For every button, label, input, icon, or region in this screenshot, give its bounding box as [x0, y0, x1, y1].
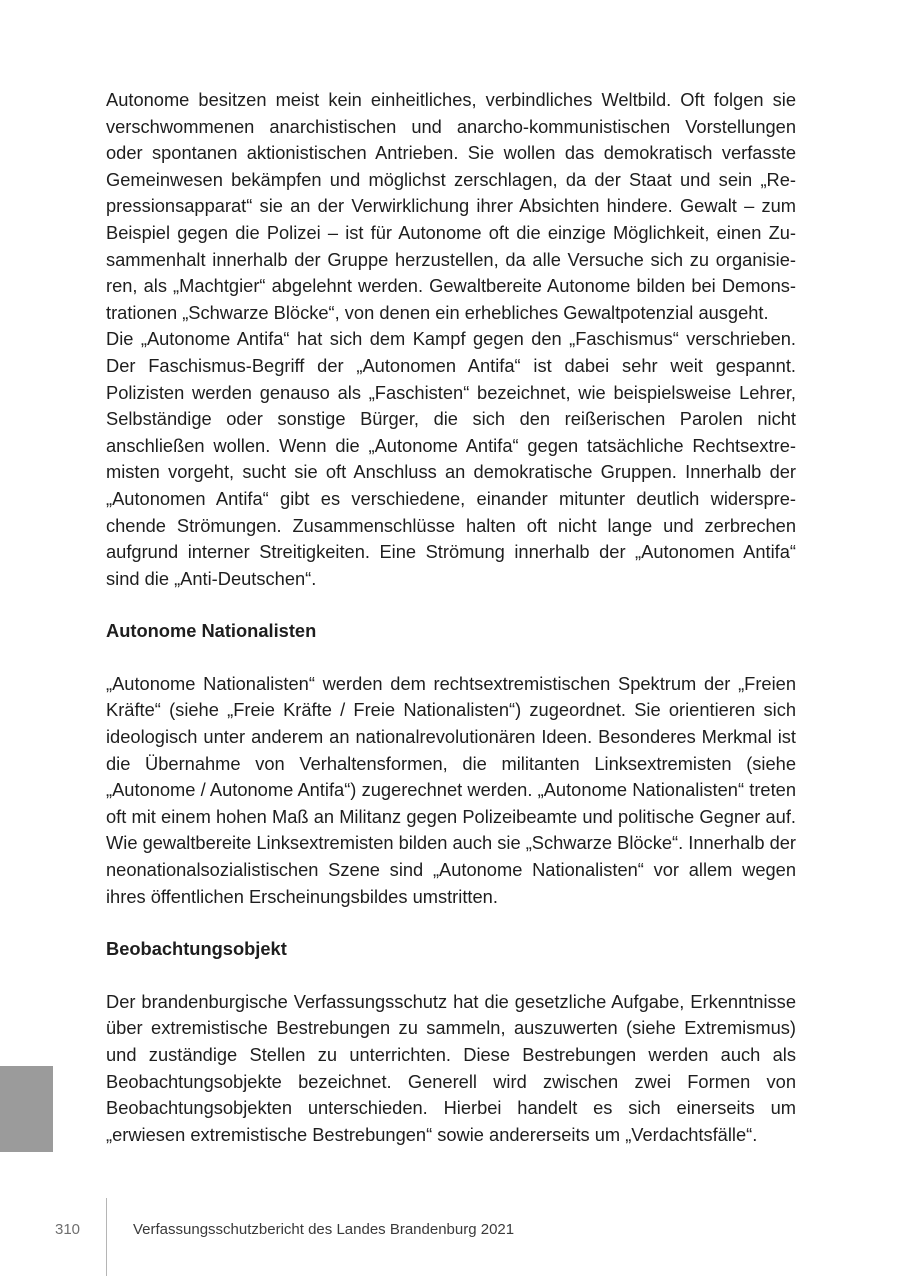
- paragraph-autonome-antifa: Die „Autonome Antifa“ hat sich dem Kampf gegen den „Faschismus“ verschrieben. Der Faschismus-Begriff der „Autonomen Antifa“ ist dabei sehr weit gespannt. Polizisten werden genauso als „Faschisten“ bezeichnet, wie beispielsweise Lehrer, Selbständige oder sonstige Bürger, die sich den reißerischen Parolen nicht anschließen wollen. Wenn die „Autonome Antifa“ gegen tatsächliche Rechtsextremisten vorgeht, sucht sie oft Anschluss an demokratische Gruppen. Innerhalb der „Autonomen Antifa“ gibt es verschiedene, einander mitunter deutlich widersprechende Strömungen. Zusammenschlüsse halten oft nicht lange und zerbrechen aufgrund interner Streitigkeiten. Eine Strömung innerhalb der „Autonomen Antifa“ sind die „Anti-Deutschen“.: [106, 328, 796, 589]
- paragraph-autonome-nationalisten: „Autonome Nationalisten“ werden dem rechtsextremistischen Spektrum der „Freien Kräfte“ (siehe „Freie Kräfte / Freie Nationalisten“) zugeordnet. Sie orientieren sich ideologisch unter anderem an nationalrevolutionären Ideen. Besonderes Merkmal ist die Übernahme von Verhaltensformen, die militanten Linksextremisten (siehe „Autonome / Autonome Antifa“) zugerechnet werden. „Autonome Nationalisten“ treten oft mit einem hohen Maß an Militanz gegen Polizeibeamte und politische Gegner auf. Wie gewaltbereite Linksextremisten bilden auch sie „Schwarze Blöcke“. Innerhalb der neonationalsozialistischen Szene sind „Autonome Nationalisten“ vor allem wegen ihres öffentlichen Erscheinungsbildes umstritten.: [106, 672, 796, 907]
- chapter-thumb-tab: [0, 1066, 53, 1152]
- footer-title: Verfassungsschutzbericht des Landes Brandenburg 2021: [133, 1221, 515, 1238]
- spacer: [106, 592, 796, 618]
- paragraph-beobachtungsobjekt: Der brandenburgische Verfassungsschutz hat die gesetzliche Aufgabe, Erkenntnisse über extremistische Bestrebungen zu sammeln, auszuwerten (siehe Extremismus) und zuständige Stellen zu unterrichten. Diese Bestrebungen werden auch als Beobachtungsobjekte bezeichnet. Generell wird zwischen zwei Formen von Beobachtungsobjekten unterschieden. Hierbei handelt es sich einerseits um „erwiesen extremistische Bestrebungen“ sowie andererseits um „Verdachtsfälle“.: [106, 990, 796, 1145]
- paragraph-autonome: Autonome besitzen meist kein einheitliches, verbindliches Weltbild. Oft folgen sie verschwommenen anarchistischen und anarcho-kommunistischen Vorstellungen oder spontanen aktionistischen Antrieben. Sie wollen das demokratisch verfasste Gemeinwesen bekämpfen und möglichst zerschlagen, da der Staat und sein „Repressionsapparat“ sie an der Verwirklichung ihrer Absichten hindere. Gewalt – zum Beispiel gegen die Polizei – ist für Autonome oft die einzige Möglichkeit, einen Zusammenhalt innerhalb der Gruppe herzustellen, da alle Versuche sich zu organisieren, als „Machtgier“ abgelehnt werden. Gewaltbereite Autonome bilden bei Demonstrationen „Schwarze Blöcke“, von denen ein erhebliches Gewaltpotenzial ausgeht.: [106, 89, 796, 323]
- spacer: [106, 963, 796, 989]
- section-heading-autonome-nationalisten: Autonome Nationalisten: [106, 620, 317, 642]
- spacer: [106, 645, 796, 671]
- page-body: [106, 87, 796, 1148]
- spacer: [106, 910, 796, 936]
- page-number: 310: [55, 1221, 81, 1238]
- section-heading-beobachtungsobjekt: Beobachtungsobjekt: [106, 938, 287, 960]
- footer-divider: [106, 1198, 107, 1276]
